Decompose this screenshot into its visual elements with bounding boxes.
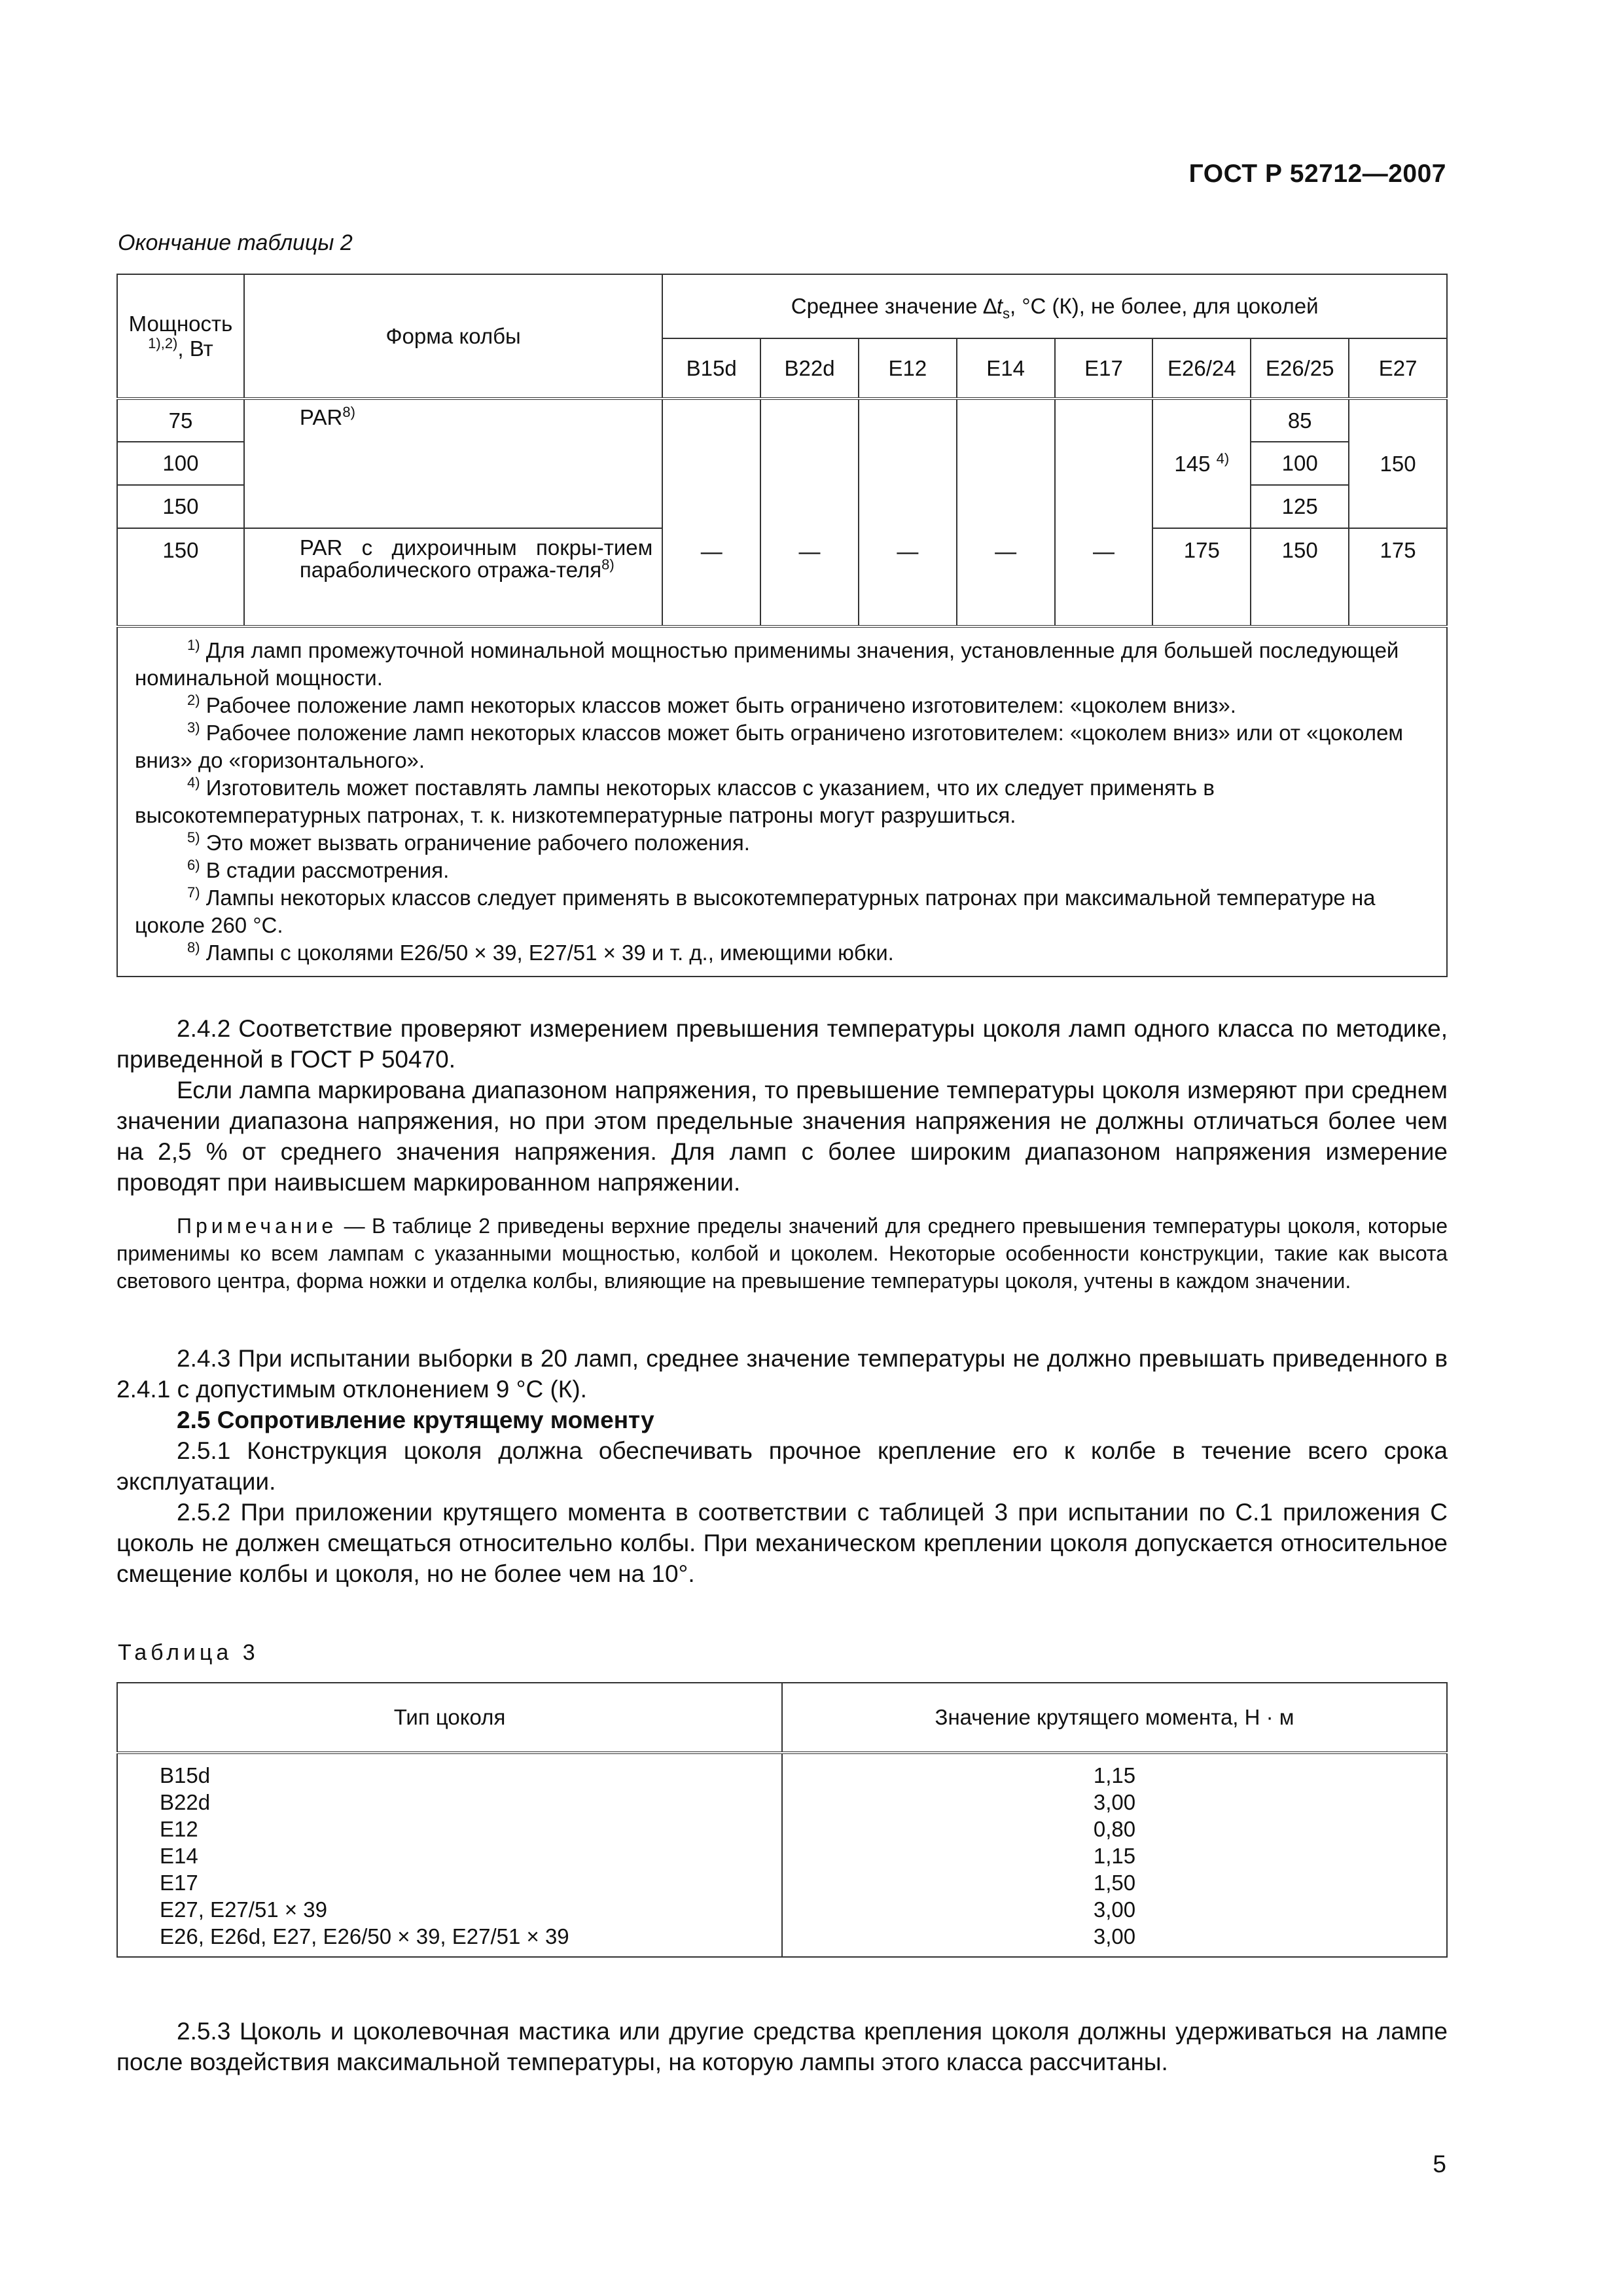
page-number: 5 [1433, 2151, 1446, 2178]
table2-footnotes [117, 626, 1447, 977]
base-header: B15d [662, 338, 760, 399]
table-row: B22d 3,00 [117, 1789, 1447, 1816]
col-header-group: Среднее значение $\Delta t_s$, °C (К), не более, для цоколей [662, 274, 1447, 338]
footnote: $^{8)}$ Лампы с цоколями E26/50 × 39, E27/51 × 39 и т. д., имеющими юбки. [187, 939, 894, 965]
e2625-cell: 85 [1251, 399, 1349, 442]
table-row: E12 0,80 [117, 1816, 1447, 1842]
e2624-cell: 175 [1152, 528, 1251, 626]
base-header: E14 [957, 338, 1055, 399]
col-header-power: Мощность $^{1),2)}$, Вт [117, 274, 244, 399]
dash-cell: — [859, 399, 957, 626]
footnote: $^{5)}$ Это может вызвать ограничение рабочего положения. [187, 829, 750, 855]
paragraph: Если лампа маркирована диапазоном напряжения, то превышение температуры цоколя измеряют при среднем значении диапазона напряжения, но при этом предельные значения напряжения не должны отличаться более чем на 2,5 % от среднего значения напряжения. Для ламп с более широким диапазоном напряжения измерение проводят при наивысшем маркированном напряжении. [116, 1077, 1448, 1196]
footnote: $^{3)}$ Рабочее положение ламп некоторых классов может быть ограничено изготовителем: «цоколем вниз» или от «цоколем вниз» до «горизонтального». [135, 719, 1404, 772]
standard-header: ГОСТ Р 52712—2007 [1188, 160, 1446, 188]
table-2 [116, 274, 1448, 977]
paragraph: 2.5.1 Конструкция цоколя должна обеспечивать прочное крепление его к колбе в течение всего срока эксплуатации. [116, 1437, 1448, 1495]
table-row: E26, E26d, E27, E26/50 × 39, E27/51 × 39 3,00 [117, 1923, 1447, 1957]
base-header: E26/24 [1152, 338, 1251, 399]
table3-label: Таблица 3 [118, 1640, 259, 1665]
note-label: Примечание [177, 1214, 338, 1238]
dash-cell: — [760, 399, 859, 626]
e2624-merged-cell: 145 $^{4)}$ [1152, 399, 1251, 528]
base-header: E27 [1349, 338, 1447, 399]
table-row: B15d 1,15 [117, 1753, 1447, 1789]
footnote: $^{7)}$ Лампы некоторых классов следует применять в высокотемпературных патронах при максимальной температуре на цоколе 260 °C. [135, 884, 1376, 937]
table-row: E14 1,15 [117, 1842, 1447, 1869]
footnote: $^{1)}$ Для ламп промежуточной номинальной мощностью применимы значения, установленные для большей последующей номинальной мощности. [135, 637, 1399, 690]
power-cell: 150 [117, 485, 244, 528]
footnote: $^{6)}$ В стадии рассмотрения. [187, 857, 450, 882]
e27-cell: 175 [1349, 528, 1447, 626]
dash-cell: — [957, 399, 1055, 626]
power-cell: 150 [117, 528, 244, 626]
e2625-cell: 150 [1251, 528, 1349, 626]
section-2-4-3-to-2-5-2 [116, 1343, 1448, 1589]
power-cell: 75 [117, 399, 244, 442]
shape-cell-par: PAR$^{8)}$ [244, 399, 662, 528]
shape-cell-par-dichroic: PAR с дихроичным покры-тием параболического отража-теля$^{8)}$ [244, 528, 662, 626]
note-block [116, 1212, 1448, 1295]
note-text: — В таблице 2 приведены верхние пределы значений для среднего превышения температуры цоколя, которые применимы ко всем лампам с указанными мощностью, колбой и цоколем. Некоторые особенности конструкции, такие как высота светового центра, форма ножки и отделка колбы, влияющие на превышение температуры цоколя, учтены в каждом значении. [116, 1214, 1448, 1293]
e27-merged-cell: 150 [1349, 399, 1447, 528]
footnote: $^{2)}$ Рабочее положение ламп некоторых классов может быть ограничено изготовителем: «цоколем вниз». [187, 692, 1236, 717]
e2625-cell: 100 [1251, 442, 1349, 485]
table-3 [116, 1682, 1448, 1958]
paragraph: 2.4.2 Соответствие проверяют измерением превышения температуры цоколя ламп одного класса по методике, приведенной в ГОСТ Р 50470. [116, 1015, 1448, 1073]
e2625-cell: 125 [1251, 485, 1349, 528]
table-row: E27, E27/51 × 39 3,00 [117, 1896, 1447, 1923]
paragraph: 2.5.2 При приложении крутящего момента в соответствии с таблицей 3 при испытании по С.1 приложения С цоколь не должен смещаться относительно колбы. При механическом креплении цоколя допускается относительное смещение колбы и цоколя, но не более чем на 10°. [116, 1499, 1448, 1587]
table2-continuation-label: Окончание таблицы 2 [118, 230, 353, 255]
section-2-4-2 [116, 1013, 1448, 1198]
base-header: E12 [859, 338, 957, 399]
dash-cell: — [662, 399, 760, 626]
col-header-torque: Значение крутящего момента, Н · м [782, 1683, 1447, 1753]
section-2-5-3 [116, 2016, 1448, 2077]
power-cell: 100 [117, 442, 244, 485]
base-header: E17 [1055, 338, 1153, 399]
table-row: E17 1,50 [117, 1869, 1447, 1896]
section-heading: 2.5 Сопротивление крутящему моменту [177, 1407, 654, 1433]
base-header: B22d [760, 338, 859, 399]
col-header-shape: Форма колбы [244, 274, 662, 399]
paragraph: 2.5.3 Цоколь и цоколевочная мастика или другие средства крепления цоколя должны удерживаться на лампе после воздействия максимальной температуры, на которую лампы этого класса рассчитаны. [116, 2018, 1448, 2075]
col-header-base-type: Тип цоколя [117, 1683, 782, 1753]
dash-cell: — [1055, 399, 1153, 626]
paragraph: 2.4.3 При испытании выборки в 20 ламп, среднее значение температуры не должно превышать приведенного в 2.4.1 с допустимым отклонением 9 °C (К). [116, 1345, 1448, 1403]
footnote: $^{4)}$ Изготовитель может поставлять лампы некоторых классов с указанием, что их следует применять в высокотемпературных патронах, т. к. низкотемпературные патроны могут разрушиться. [135, 774, 1215, 827]
base-header: E26/25 [1251, 338, 1349, 399]
